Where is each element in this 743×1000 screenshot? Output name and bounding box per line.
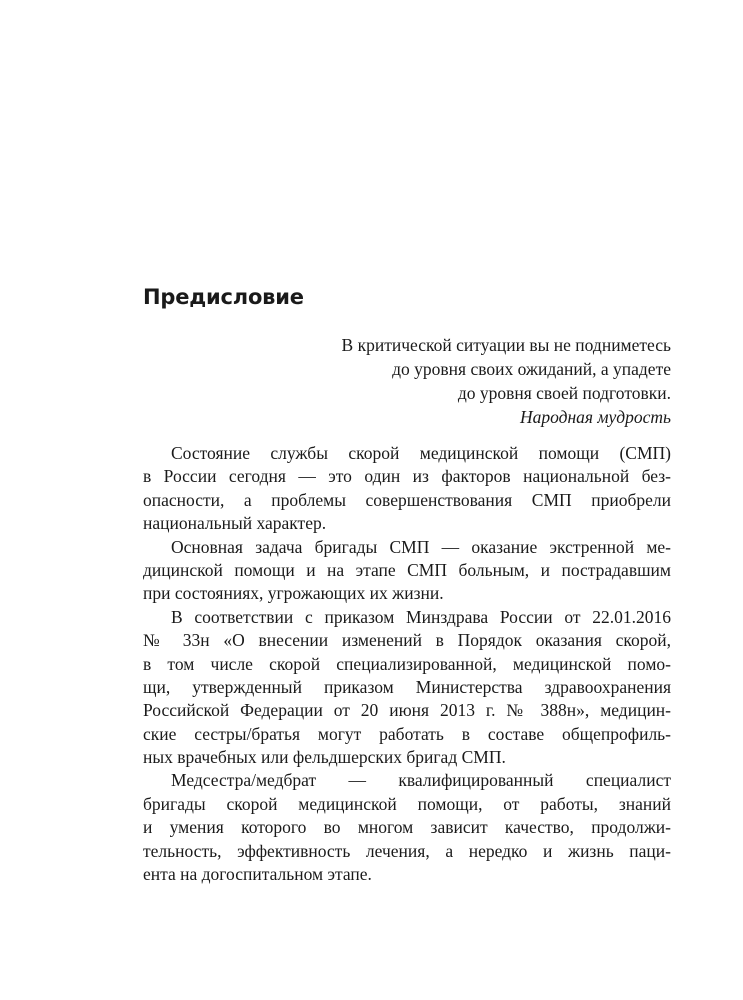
text-line: и умения которого во многом зависит качество, продолжи- [143,817,671,838]
text-line: в России сегодня — это один из факторов национальной без- [143,466,671,487]
epigraph-attribution: Народная мудрость [519,407,671,427]
text-line: № 33н «О внесении изменений в Порядок оказания скорой, [143,630,671,651]
text-line: при состояниях, угрожающих их жизни. [143,583,444,604]
paragraph [143,769,671,886]
epigraph [251,333,671,429]
body-text [143,442,671,886]
page-title: Предисловие [143,285,304,309]
page [143,0,671,1000]
paragraph [143,536,671,606]
text-line: опасности, а проблемы совершенствования СМП приобрели [143,489,671,510]
epigraph-line: до уровня своей подготовки. [457,383,671,403]
text-line: ента на догоспитальном этапе. [143,864,372,885]
text-line: Российской Федерации от 20 июня 2013 г. № 388н», медицин- [143,700,671,721]
text-line: Основная задача бригады СМП — оказание экстренной ме- [171,536,671,557]
text-line: национальный характер. [143,513,327,534]
text-line: в том числе скорой специализированной, медицинской помо- [143,653,671,674]
text-line: щи, утвержденный приказом Министерства здравоохранения [143,676,671,697]
paragraph [143,606,671,770]
epigraph-line: до уровня своих ожиданий, а упадете [392,359,671,379]
epigraph-line: В критической ситуации вы не подниметесь [341,335,671,355]
text-line: В соответствии с приказом Минздрава России от 22.01.2016 [171,606,671,627]
text-line: ных врачебных или фельдшерских бригад СМП. [143,747,506,768]
text-line: тельность, эффективность лечения, а нередко и жизнь паци- [143,840,671,861]
text-line: Медсестра/медбрат — квалифицированный специалист [171,770,671,791]
text-line: бригады скорой медицинской помощи, от работы, знаний [143,793,671,814]
text-line: Состояние службы скорой медицинской помощи (СМП) [171,443,671,463]
text-line: дицинской помощи и на этапе СМП больным, и пострадавшим [143,559,671,580]
text-line: ские сестры/братья могут работать в составе общепрофиль- [143,723,671,744]
paragraph [143,442,671,536]
